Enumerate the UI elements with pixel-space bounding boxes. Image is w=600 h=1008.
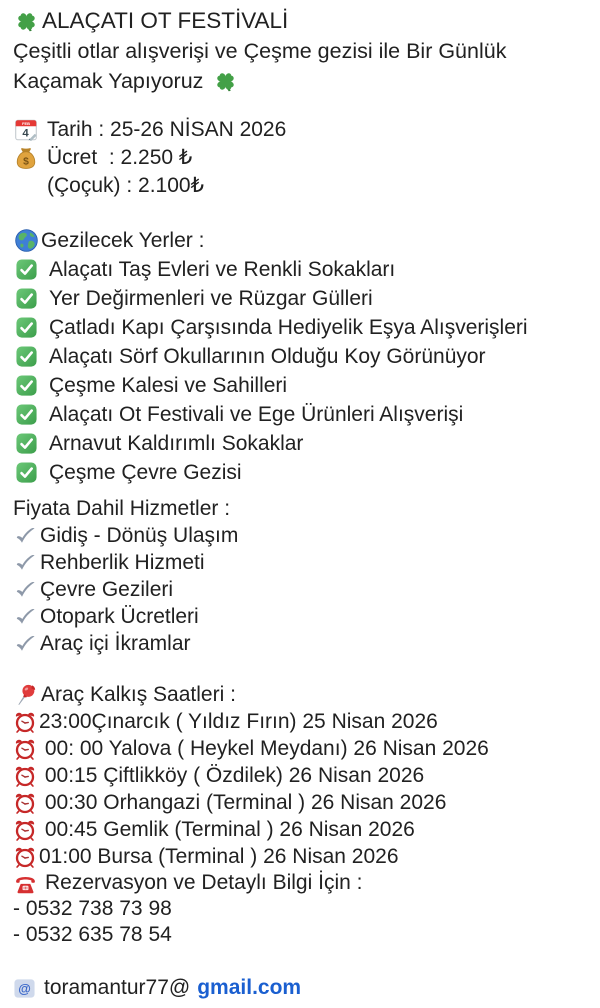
four-leaf-clover-icon bbox=[13, 8, 40, 35]
details-section bbox=[13, 116, 590, 200]
gray-check-icon bbox=[13, 577, 39, 603]
green-check-icon bbox=[15, 403, 38, 426]
green-check-icon bbox=[15, 374, 38, 397]
money-bag-icon bbox=[13, 145, 39, 171]
gray-check-icon bbox=[13, 550, 39, 576]
alarm-clock-icon bbox=[13, 710, 37, 734]
departure-item: 00:30 Orhangazi (Terminal ) 26 Nisan 2026 bbox=[13, 789, 590, 816]
included-item: Otopark Ücretleri bbox=[13, 603, 590, 630]
place-item: Yer Değirmenleri ve Rüzgar Gülleri bbox=[13, 284, 590, 313]
place-item: Çeşme Kalesi ve Sahilleri bbox=[13, 371, 590, 400]
included-heading: Fiyata Dahil Hizmetler : bbox=[13, 497, 231, 520]
at-sign-icon bbox=[13, 977, 36, 1000]
four-leaf-clover-icon bbox=[212, 68, 239, 95]
email-user: toramantur77@ bbox=[44, 976, 191, 999]
alarm-clock-icon bbox=[13, 818, 37, 842]
alarm-clock-icon bbox=[13, 737, 37, 761]
included-item: Çevre Gezileri bbox=[13, 576, 590, 603]
phone-number: - 0532 738 73 98 bbox=[13, 897, 172, 920]
green-check-icon bbox=[15, 461, 38, 484]
included-section bbox=[13, 495, 590, 657]
place-item: Alaçatı Sörf Okullarının Olduğu Koy Görünüyor bbox=[13, 342, 590, 371]
subtitle-line-1: Çeşitli otlar alışverişi ve Çeşme gezisi ile Bir Günlük bbox=[13, 39, 507, 63]
departures-heading: Araç Kalkış Saatleri : bbox=[41, 683, 236, 706]
phone-number: - 0532 635 78 54 bbox=[13, 923, 172, 946]
contact-section bbox=[13, 870, 590, 948]
gray-check-icon bbox=[13, 631, 39, 657]
departure-item: 01:00 Bursa (Terminal ) 26 Nisan 2026 bbox=[13, 843, 590, 870]
gray-check-icon bbox=[13, 523, 39, 549]
contact-heading: Rezervasyon ve Detaylı Bilgi İçin : bbox=[45, 871, 363, 894]
calendar-icon bbox=[13, 117, 39, 143]
globe-icon bbox=[13, 227, 40, 254]
departure-item: 23:00Çınarcık ( Yıldız Fırın) 25 Nisan 2026 bbox=[13, 708, 590, 735]
green-check-icon bbox=[15, 345, 38, 368]
places-section bbox=[13, 226, 590, 487]
gray-check-icon bbox=[13, 604, 39, 630]
green-check-icon bbox=[15, 316, 38, 339]
green-check-icon bbox=[15, 432, 38, 455]
email-line bbox=[13, 974, 590, 1002]
departure-item: 00:15 Çiftlikköy ( Özdilek) 26 Nisan 2026 bbox=[13, 762, 590, 789]
departures-section bbox=[13, 681, 590, 870]
pushpin-icon bbox=[13, 682, 39, 708]
page-title: ALAÇATI OT FESTİVALİ bbox=[42, 8, 289, 33]
place-item: Alaçatı Ot Festivali ve Ege Ürünleri Alışverişi bbox=[13, 400, 590, 429]
green-check-icon bbox=[15, 258, 38, 281]
email-domain-link[interactable]: gmail.com bbox=[197, 976, 302, 999]
telephone-icon bbox=[13, 871, 38, 896]
place-item: Arnavut Kaldırımlı Sokaklar bbox=[13, 429, 590, 458]
child-price-text: (Çoçuk) : 2.100₺ bbox=[47, 174, 204, 197]
date-text: Tarih : 25-26 NİSAN 2026 bbox=[47, 118, 287, 141]
included-item: Araç içi İkramlar bbox=[13, 630, 590, 657]
subtitle-line-2: Kaçamak Yapıyoruz bbox=[13, 69, 204, 93]
alarm-clock-icon bbox=[13, 845, 37, 869]
departure-item: 00:45 Gemlik (Terminal ) 26 Nisan 2026 bbox=[13, 816, 590, 843]
price-text: Ücret : 2.250 ₺ bbox=[47, 146, 193, 169]
place-item: Çeşme Çevre Gezisi bbox=[13, 458, 590, 487]
header bbox=[13, 6, 590, 96]
included-item: Gidiş - Dönüş Ulaşım bbox=[13, 522, 590, 549]
included-item: Rehberlik Hizmeti bbox=[13, 549, 590, 576]
place-item: Çatladı Kapı Çarşısında Hediyelik Eşya Alışverişleri bbox=[13, 313, 590, 342]
departure-item: 00: 00 Yalova ( Heykel Meydanı) 26 Nisan 2026 bbox=[13, 735, 590, 762]
places-heading: Gezilecek Yerler : bbox=[41, 229, 205, 252]
alarm-clock-icon bbox=[13, 764, 37, 788]
green-check-icon bbox=[15, 287, 38, 310]
alarm-clock-icon bbox=[13, 791, 37, 815]
place-item: Alaçatı Taş Evleri ve Renkli Sokakları bbox=[13, 255, 590, 284]
